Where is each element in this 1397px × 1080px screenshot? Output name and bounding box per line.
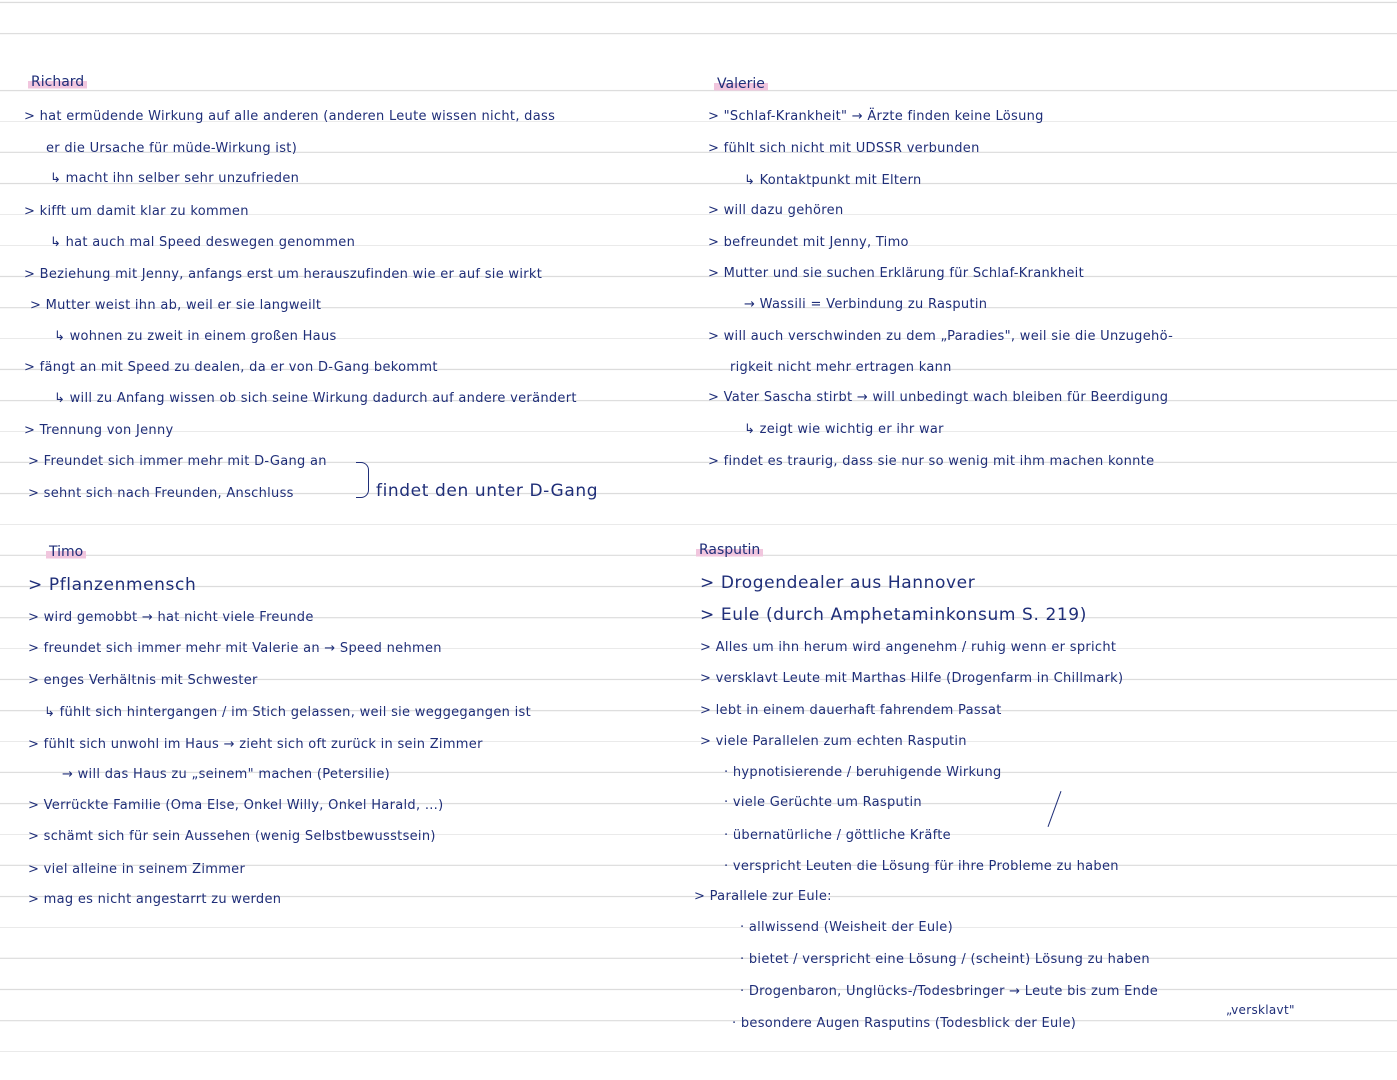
note-line: ↳ wohnen zu zweit in einem großen Haus: [54, 329, 337, 344]
note-line: ↳ macht ihn selber sehr unzufrieden: [50, 171, 300, 186]
note-line: · hypnotisierende / beruhigende Wirkung: [724, 765, 1002, 780]
note-line: > Eule (durch Amphetaminkonsum S. 219): [700, 605, 1087, 625]
note-line: > fühlt sich nicht mit UDSSR verbunden: [708, 141, 980, 156]
note-line: ↳ will zu Anfang wissen ob sich seine Wirkung dadurch auf andere verändert: [54, 391, 577, 406]
note-line: findet den unter D-Gang: [376, 481, 599, 501]
note-line: > viele Parallelen zum echten Rasputin: [700, 734, 967, 749]
note-line: > Parallele zur Eule:: [694, 889, 832, 904]
note-line: · Drogenbaron, Unglücks-/Todesbringer → Leute bis zum Ende: [740, 984, 1159, 999]
note-line: · viele Gerüchte um Rasputin: [724, 795, 922, 810]
note-line: > befreundet mit Jenny, Timo: [708, 235, 909, 250]
note-line: > Verrückte Familie (Oma Else, Onkel Willy, Onkel Harald, ...): [28, 798, 444, 813]
note-line: > hat ermüdende Wirkung auf alle anderen (anderen Leute wissen nicht, dass: [24, 109, 556, 124]
section-title-valerie: Valerie: [714, 76, 768, 92]
note-line: > Pflanzenmensch: [28, 575, 197, 595]
note-line: > sehnt sich nach Freunden, Anschluss: [28, 486, 294, 501]
note-line: > lebt in einem dauerhaft fahrendem Passat: [700, 703, 1002, 718]
note-line: > mag es nicht angestarrt zu werden: [28, 892, 282, 907]
note-line: „versklavt": [1226, 1003, 1295, 1017]
arrow-icon: [1048, 791, 1062, 827]
section-title-rasputin: Rasputin: [696, 542, 763, 558]
note-line: · übernatürliche / göttliche Kräfte: [724, 828, 951, 843]
note-line: · besondere Augen Rasputins (Todesblick der Eule): [732, 1016, 1077, 1031]
note-line: ↳ fühlt sich hintergangen / im Stich gelassen, weil sie weggegangen ist: [44, 705, 531, 720]
note-line: > Trennung von Jenny: [24, 423, 174, 438]
note-line: > viel alleine in seinem Zimmer: [28, 862, 246, 877]
note-line: > enges Verhältnis mit Schwester: [28, 673, 258, 688]
note-line: > versklavt Leute mit Marthas Hilfe (Drogenfarm in Chillmark): [700, 671, 1124, 686]
note-line: ↳ Kontaktpunkt mit Eltern: [744, 173, 922, 188]
section-title-timo: Timo: [46, 544, 86, 560]
note-line: > will dazu gehören: [708, 203, 844, 218]
note-line: > wird gemobbt → hat nicht viele Freunde: [28, 610, 314, 625]
note-line: rigkeit nicht mehr ertragen kann: [730, 360, 952, 375]
note-line: > findet es traurig, dass sie nur so wenig mit ihm machen konnte: [708, 454, 1155, 469]
note-line: > fängt an mit Speed zu dealen, da er von D-Gang bekommt: [24, 360, 438, 375]
note-line: > freundet sich immer mehr mit Valerie an → Speed nehmen: [28, 641, 442, 656]
note-line: > schämt sich für sein Aussehen (wenig Selbstbewusstsein): [28, 829, 436, 844]
note-line: > fühlt sich unwohl im Haus → zieht sich oft zurück in sein Zimmer: [28, 737, 483, 752]
note-line: > Vater Sascha stirbt → will unbedingt wach bleiben für Beerdigung: [708, 390, 1169, 405]
note-line: → Wassili = Verbindung zu Rasputin: [744, 297, 988, 312]
note-line: · bietet / verspricht eine Lösung / (scheint) Lösung zu haben: [740, 952, 1150, 967]
note-line: > Beziehung mit Jenny, anfangs erst um herauszufinden wie er auf sie wirkt: [24, 267, 543, 282]
note-line: > "Schlaf-Krankheit" → Ärzte finden keine Lösung: [708, 109, 1044, 124]
note-line: > Alles um ihn herum wird angenehm / ruhig wenn er spricht: [700, 640, 1117, 655]
note-line: → will das Haus zu „seinem" machen (Petersilie): [62, 767, 391, 782]
note-line: > will auch verschwinden zu dem „Paradies", weil sie die Unzugehö-: [708, 329, 1174, 344]
note-line: ↳ hat auch mal Speed deswegen genommen: [50, 235, 356, 250]
note-line: ↳ zeigt wie wichtig er ihr war: [744, 422, 944, 437]
note-line: er die Ursache für müde-Wirkung ist): [46, 141, 298, 156]
note-line: > Mutter weist ihn ab, weil er sie langweilt: [30, 298, 322, 313]
note-line: > Freundet sich immer mehr mit D-Gang an: [28, 454, 327, 469]
section-title-richard: Richard: [28, 74, 87, 90]
note-line: · verspricht Leuten die Lösung für ihre Probleme zu haben: [724, 859, 1119, 874]
note-line: > Mutter und sie suchen Erklärung für Schlaf-Krankheit: [708, 266, 1084, 281]
note-line: > Drogendealer aus Hannover: [700, 573, 976, 593]
note-line: · allwissend (Weisheit der Eule): [740, 920, 953, 935]
curly-bracket: [356, 462, 369, 498]
note-line: > kifft um damit klar zu kommen: [24, 204, 249, 219]
